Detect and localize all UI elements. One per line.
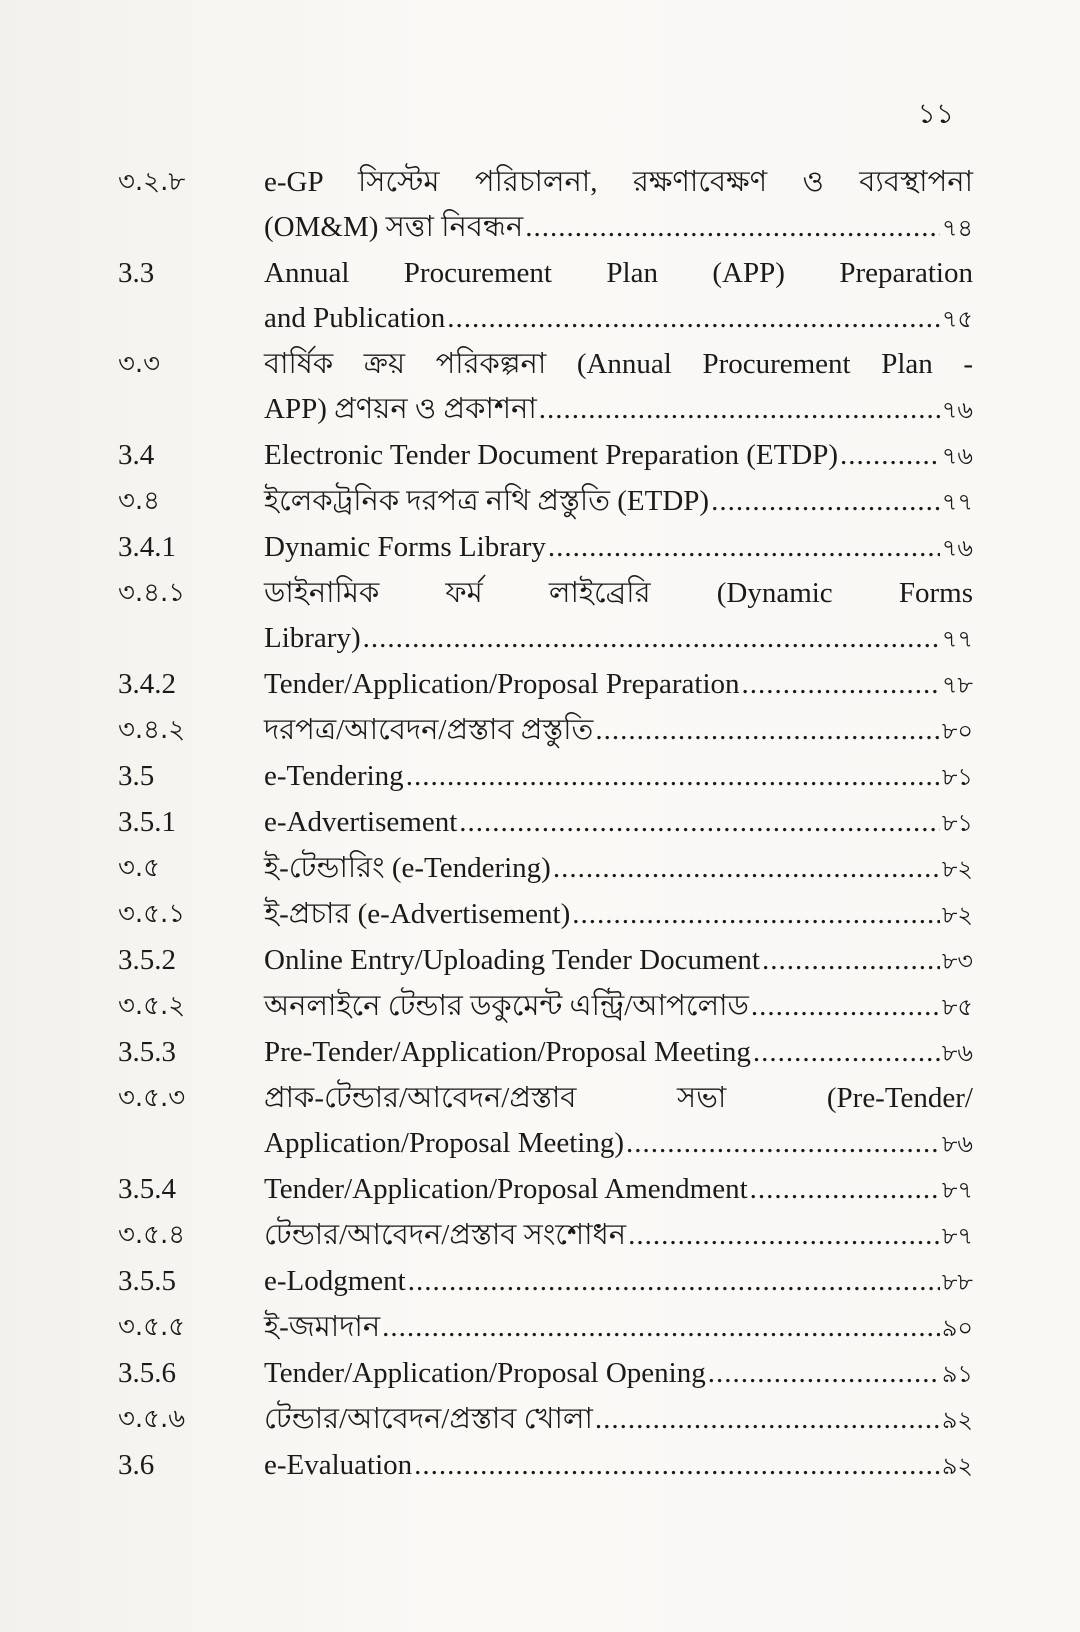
toc-entry [118,1351,973,1397]
dot-leader [626,1121,940,1166]
toc-entry-title-first-line: e-GP সিস্টেম পরিচালনা, রক্ষণাবেক্ষণ ও ব্যবস্থাপনা [264,166,973,198]
toc-entry-title: দরপত্র/আবেদন/প্রস্তাব প্রস্তুতি [264,714,594,746]
toc-entry-page: ৭৮ [941,671,973,699]
toc-entry-page: ৮১ [941,809,973,837]
toc-entry-title-block [264,1213,973,1259]
dot-leader [447,296,940,341]
toc-entry-leader-line [264,1213,973,1259]
toc-entry-title: (OM&M) সত্তা নিবন্ধন [264,211,524,243]
toc-entry-leader-line [264,296,973,342]
toc-entry-title-block [264,984,973,1030]
toc-entry-title: Library) [264,622,361,654]
toc-entry-page: ৮৭ [941,1176,973,1204]
toc-entry-title: Tender/Application/Proposal Opening [264,1357,706,1389]
toc-entry-title: e-Lodgment [264,1265,406,1297]
dot-leader [742,662,940,707]
toc-entry-page: ৭৬ [941,396,973,424]
dot-leader [840,433,940,478]
dot-leader [628,1213,940,1258]
toc-entry-title-block [264,433,973,479]
toc-entry-leader-line [264,525,973,571]
toc-entry [118,1443,973,1489]
toc-entry-title: and Publication [264,302,446,334]
toc-entry-number: ৩.৪.২ [118,715,186,745]
toc-entry-title-block [264,479,973,525]
toc-entry-title-block [264,662,973,708]
toc-entry-title: Online Entry/Uploading Tender Document [264,944,760,976]
toc-entry-page: ৮৩ [941,947,973,975]
toc-entry-title-first-line: প্রাক-টেন্ডার/আবেদন/প্রস্তাব সভা (Pre-Tender/ [264,1082,973,1114]
toc-entry-title-block [264,1030,973,1076]
toc-entry [118,479,973,525]
toc-entry-title: e-Evaluation [264,1449,413,1481]
dot-leader [751,984,940,1029]
dot-leader [539,387,940,432]
toc-entry [118,571,973,662]
toc-entry [118,160,973,251]
toc-entry-leader-line [264,433,973,479]
toc-entry-page: ৭৫ [941,305,973,333]
toc-entry-number: ৩.৩ [118,349,161,379]
toc-entry-number: 3.4 [118,439,155,471]
toc-entry-title-block [264,892,973,938]
toc-entry-page: ৯০ [941,1314,973,1342]
toc-entry-page: ৮০ [941,717,973,745]
toc-entry [118,251,973,342]
toc-entry-number: ৩.৪ [118,486,161,516]
toc-entry-title: Electronic Tender Document Preparation (ETDP) [264,439,839,471]
toc-entry-number: ৩.৫.১ [118,899,186,929]
toc-entry [118,1167,973,1213]
toc-entry-number: ৩.৫.৬ [118,1404,186,1434]
dot-leader [382,1305,940,1350]
page-number: ১১ [917,97,954,130]
toc-entry-title-first-line: Annual Procurement Plan (APP) Preparation [264,257,973,289]
toc-entry-number: 3.5.6 [118,1357,176,1389]
toc-entry-leader-line [264,846,973,892]
toc-entry [118,1259,973,1305]
toc-entry-number: ৩.৪.১ [118,578,186,608]
toc-entry-title: APP) প্রণয়ন ও প্রকাশনা [264,393,537,425]
toc-entry-title: অনলাইনে টেন্ডার ডকুমেন্ট এন্ট্রি/আপলোড [264,990,749,1022]
toc-entry [118,1030,973,1076]
dot-leader [553,846,940,891]
toc-entry-title-block [264,754,973,800]
toc-entry [118,892,973,938]
toc-entry [118,754,973,800]
dot-leader [459,800,940,845]
toc-entry-page: ৭৬ [941,534,973,562]
toc-entry-title-block [264,525,973,571]
toc-entry-title-block [264,160,973,251]
dot-leader [753,1030,940,1075]
toc-entry-title: e-Advertisement [264,806,458,838]
toc-entry-title-block [264,1305,973,1351]
toc-entry-leader-line [264,662,973,708]
toc-entry-page: ৭৭ [941,625,973,653]
toc-entry-title: ই-টেন্ডারিং (e-Tendering) [264,852,551,884]
toc-entry-leader-line [264,1259,973,1305]
toc-entry [118,342,973,433]
toc-entry-title-first-line: বার্ষিক ক্রয় পরিকল্পনা (Annual Procurement Plan - [264,348,973,380]
toc-entry-leader-line [264,1167,973,1213]
table-of-contents [118,160,973,1489]
toc-entry-title: Pre-Tender/Application/Proposal Meeting [264,1036,751,1068]
toc-entry-number: 3.5.5 [118,1265,176,1297]
toc-entry-number: ৩.৫.৩ [118,1083,186,1113]
toc-entry-page: ৮৮ [941,1268,973,1296]
toc-entry-page: ৮১ [941,763,973,791]
toc-entry-leader-line [264,205,973,251]
toc-entry-title-block [264,1443,973,1489]
toc-entry-leader-line [264,616,973,662]
toc-entry-page: ৯২ [941,1406,973,1434]
toc-entry [118,984,973,1030]
toc-entry-leader-line [264,479,973,525]
toc-entry [118,1076,973,1167]
toc-entry-leader-line [264,892,973,938]
toc-entry-title-block [264,846,973,892]
toc-entry-title: ই-প্রচার (e-Advertisement) [264,898,571,930]
toc-entry-title-block [264,251,973,342]
toc-entry-title-block [264,1397,973,1443]
toc-entry-title: Dynamic Forms Library [264,531,546,563]
dot-leader [414,1443,940,1488]
toc-entry-leader-line [264,1121,973,1167]
toc-entry-title: Application/Proposal Meeting) [264,1127,625,1159]
toc-entry-leader-line [264,387,973,433]
toc-entry-title-block [264,1259,973,1305]
toc-entry-page: ৮২ [941,901,973,929]
toc-entry-number: 3.5.4 [118,1173,176,1205]
toc-entry-leader-line [264,708,973,754]
toc-entry-page: ৯১ [941,1360,973,1388]
dot-leader [406,754,940,799]
dot-leader [548,525,940,570]
dot-leader [762,938,940,983]
toc-entry-title: Tender/Application/Proposal Amendment [264,1173,748,1205]
toc-entry [118,1305,973,1351]
toc-entry-number: 3.4.2 [118,668,176,700]
toc-entry-number: ৩.২.৮ [118,167,186,197]
toc-entry-number: 3.4.1 [118,531,176,563]
toc-entry-number: 3.5 [118,760,155,792]
toc-entry-title-block [264,1351,973,1397]
toc-entry-number: 3.6 [118,1449,155,1481]
toc-entry-leader-line [264,754,973,800]
toc-entry-leader-line [264,938,973,984]
toc-entry-number: 3.5.2 [118,944,176,976]
toc-entry-number: ৩.৫ [118,853,161,883]
toc-entry [118,1213,973,1259]
toc-entry-title: Tender/Application/Proposal Preparation [264,668,740,700]
dot-leader [711,479,940,524]
dot-leader [572,892,940,937]
toc-entry-page: ৯২ [941,1452,973,1480]
toc-entry-page: ৮৬ [941,1130,973,1158]
toc-entry-title: টেন্ডার/আবেদন/প্রস্তাব খোলা [264,1403,593,1435]
toc-entry-title-block [264,342,973,433]
toc-entry-page: ৮২ [941,855,973,883]
toc-entry [118,846,973,892]
toc-entry-title: টেন্ডার/আবেদন/প্রস্তাব সংশোধন [264,1219,627,1251]
toc-entry-leader-line [264,1443,973,1489]
toc-entry-page: ৮৭ [941,1222,973,1250]
toc-entry [118,1397,973,1443]
toc-entry-page: ৭৪ [941,214,973,242]
toc-entry [118,662,973,708]
toc-entry-title-block [264,938,973,984]
toc-entry-leader-line [264,1030,973,1076]
toc-entry-number: 3.5.1 [118,806,176,838]
toc-entry-number: ৩.৫.৪ [118,1220,186,1250]
toc-entry-leader-line [264,984,973,1030]
toc-entry-leader-line [264,1351,973,1397]
toc-entry-number: ৩.৫.৫ [118,1312,186,1342]
toc-entry-title-block [264,571,973,662]
toc-entry-page: ৮৬ [941,1039,973,1067]
dot-leader [750,1167,940,1212]
toc-entry-number: 3.3 [118,257,155,289]
toc-entry-title-block [264,800,973,846]
dot-leader [595,1397,940,1442]
toc-entry [118,525,973,571]
toc-entry [118,800,973,846]
toc-entry-title-block [264,708,973,754]
dot-leader [363,616,940,661]
toc-entry-title-first-line: ডাইনামিক ফর্ম লাইব্রেরি (Dynamic Forms [264,577,973,609]
toc-entry-title: e-Tendering [264,760,404,792]
toc-entry [118,708,973,754]
toc-entry-title: ই-জমাদান [264,1311,381,1343]
toc-entry-title-block [264,1076,973,1167]
toc-entry-page: ৭৬ [941,442,973,470]
toc-entry-page: ৮৫ [941,993,973,1021]
dot-leader [708,1351,940,1396]
toc-entry [118,433,973,479]
toc-entry-number: 3.5.3 [118,1036,176,1068]
toc-entry-leader-line [264,1397,973,1443]
toc-entry [118,938,973,984]
dot-leader [595,708,939,753]
toc-entry-page: ৭৭ [941,488,973,516]
toc-entry-number: ৩.৫.২ [118,991,186,1021]
toc-entry-title: ইলেকট্রনিক দরপত্র নথি প্রস্তুতি (ETDP) [264,485,710,517]
toc-entry-title-block [264,1167,973,1213]
dot-leader [525,205,940,250]
toc-entry-leader-line [264,800,973,846]
dot-leader [408,1259,940,1304]
toc-entry-leader-line [264,1305,973,1351]
